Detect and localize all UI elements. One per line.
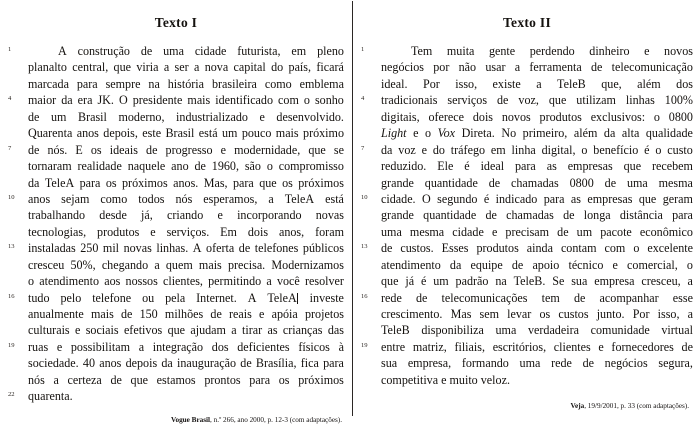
text-line: de um Brasil moderno, industrializado e desenvolvido.	[28, 109, 344, 124]
line-number: 10	[8, 193, 15, 201]
italic-term-light: Light	[381, 126, 407, 141]
text-line: 13 de custos. Esses produtos ainda contam com o excelente	[361, 241, 693, 256]
text-line: tecnologias, produtos e serviços. Em dois anos, foram	[28, 224, 344, 239]
line-number: 1	[361, 46, 365, 53]
text-line: anualmente mais de 150 milhões de reais e apóia projetos	[28, 307, 344, 321]
text-line: 16 tudo pelo telefone ou pela Internet. A TeleA investe	[8, 290, 344, 305]
text-line: negócios por não usar a ferramenta de telecomunicação	[381, 60, 693, 75]
text-line: 19 entre matriz, filiais, escritórios, clientes e fornecedores de	[361, 339, 693, 354]
text-line: crescimento. Mas sem levar os custos junto. Por isso, a	[381, 307, 693, 321]
line-number: 7	[361, 144, 365, 152]
heading-texto-ii: Texto II	[502, 15, 552, 30]
citation-texto-ii	[361, 402, 693, 411]
text-line: trabalhando desde já, criando e incorporando novas	[28, 208, 344, 223]
citation-detail: , 19/9/2001, p. 33 (com adaptações).	[584, 402, 689, 411]
line-number: 7	[8, 144, 12, 152]
text-line: TeleB disponibiliza uma verdadeira comunidade virtual	[381, 323, 693, 338]
text-line-content: quarenta.	[28, 389, 73, 404]
text-line	[381, 372, 693, 388]
text-line: reduzido. Ele é ideal para as empresas que recebem	[381, 159, 693, 174]
text-line-content: competitiva e muito veloz.	[381, 372, 510, 387]
line-number: 22	[8, 391, 15, 399]
line-number: 10	[361, 193, 368, 201]
italic-term-vox: Vox	[437, 126, 456, 141]
citation-texto-i	[8, 416, 344, 425]
text-line: grande quantidade de chamadas de longa distância para	[381, 208, 693, 223]
text-line: 4 maior da era JK. O presidente mais identificado com o sonho	[8, 93, 344, 108]
text-line: 10 cidade. O segundo é indicado para as empresas que geram	[361, 191, 693, 206]
citation-source: Veja	[570, 402, 585, 411]
text-line: tornaram realidade naquele ano de 1960, são o compromisso	[28, 159, 344, 174]
text-line: 10 anos sejam como todos nós esperamos, a TeleA está	[8, 191, 344, 206]
line-number: 19	[361, 341, 368, 349]
citation-source: Vogue Brasil	[170, 415, 211, 424]
line-number: 4	[8, 95, 12, 103]
text-line: grande quantidade de chamadas 0800 de uma mesma	[381, 175, 693, 190]
text-line: planalto central, que viria a ser a nova capital do país, ficará	[28, 60, 344, 75]
text-line: 13 instaladas 250 mil novas linhas. A oferta de telefones públicos	[8, 241, 344, 256]
texto-ii-body	[361, 43, 693, 388]
text-line: uma mesma cidade e precisam de um pacote econômico	[381, 224, 693, 239]
text-line: 7 da voz e do tráfego em linha digital, o benefício é o custo	[361, 142, 693, 157]
text-line: sua empresa, formando uma rede de negócios segura,	[381, 356, 693, 371]
line-number: 16	[8, 292, 15, 300]
text-line: ideal. Por isso, existe a TeleB que, além dos	[381, 76, 693, 91]
text-line: 1 Tem muita gente perdendo dinheiro e novos	[361, 44, 693, 58]
text-line: 1 A construção de uma cidade futurista, em pleno	[8, 44, 344, 58]
text-line	[8, 388, 344, 404]
text-line: sociedade. 40 anos depois da inauguração de Brasília, fica para	[28, 356, 344, 371]
text-line: da TeleA para os próximos anos. Mas, para que os próximos	[28, 175, 344, 190]
text-line: Quarenta anos depois, este Brasil está um pouco mais próximo	[28, 126, 344, 141]
line-number: 4	[361, 95, 365, 103]
text-line: 16 rede de telecomunicações tem de acompanhar esse	[361, 290, 693, 305]
text-line: digitais, oferece dois novos produtos exclusivos: o 0800	[381, 109, 693, 124]
text-line: o atendimento aos nossos clientes, permitindo a você resolver	[28, 274, 344, 289]
citation-detail: , n.º 266, ano 2000, p. 12-3 (com adaptações).	[210, 415, 342, 424]
line-number: 1	[8, 46, 12, 53]
text-line: culturais e sociais efetivos que ajudam a tirar as crianças das	[28, 323, 344, 338]
line-number: 13	[8, 243, 15, 251]
text-line: cresceu 50%, chegando a quem mais precisa. Modernizamos	[28, 257, 344, 272]
heading-texto-i: Texto I	[154, 15, 198, 30]
text-line: atendimento da equipe de apoio técnico e comercial, o	[381, 257, 693, 272]
text-cursor-caret	[297, 293, 298, 304]
texto-i-body	[8, 43, 344, 405]
text-line: que já é um padrão na TeleB. Se sua empresa cresceu, a	[381, 274, 693, 289]
text-line: nós a certeza de que estamos prontos para os próximos	[28, 372, 344, 387]
line-number: 13	[361, 243, 368, 251]
line-number: 16	[361, 292, 368, 300]
text-line: 4 tradicionais serviços de voz, que utilizam linhas 100%	[361, 93, 693, 108]
text-line: marcada para sempre na história brasileira como emblema	[28, 76, 344, 91]
text-line: 7 de nós. E os ideais de progresso e modernidade, que se	[8, 142, 344, 157]
text-line: Light e o Vox Direta. No primeiro, além da alta qualidade	[381, 126, 693, 141]
text-line: 19 ruas e possibilitam a integração dos deficientes físicos à	[8, 339, 344, 354]
line-number: 19	[8, 341, 15, 349]
column-texto-ii	[353, 0, 699, 419]
